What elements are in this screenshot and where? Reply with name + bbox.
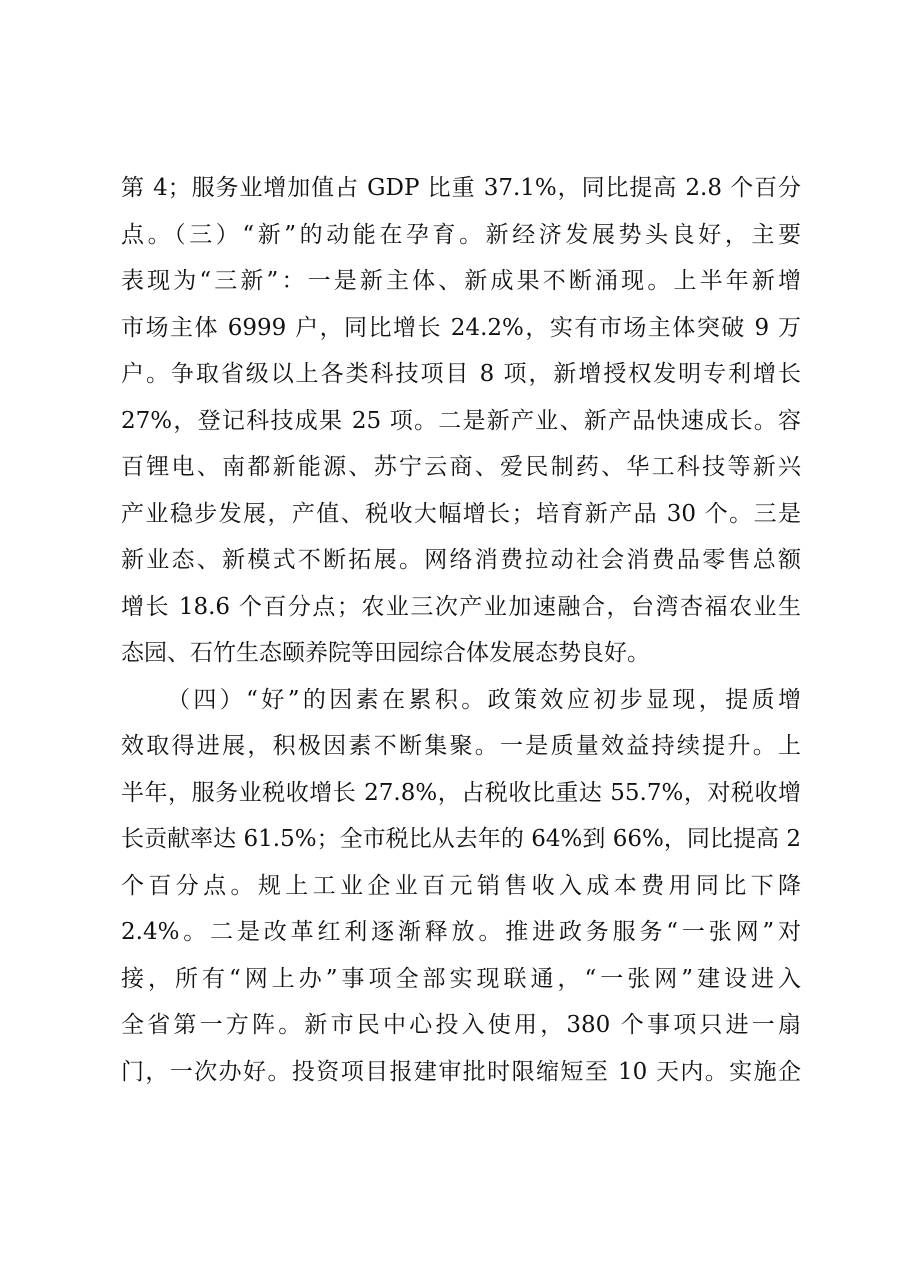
text-line: 点。（三）“新”的动能在孕育。新经济发展势头良好，主要	[121, 221, 801, 248]
paragraph-good-factors	[121, 677, 801, 1096]
text-line: 市场主体 6999 户，同比增长 24.2%，实有市场主体突破 9 万	[121, 314, 801, 341]
text-line: 全省第一方阵。新市民中心投入使用，380 个事项只进一扇	[121, 1012, 801, 1038]
document-body	[121, 165, 801, 1095]
text-line: 效取得进展，积极因素不断集聚。一是质量效益持续提升。上	[121, 733, 801, 759]
text-line: 2.4%。二是改革红利逐渐释放。推进政务服务“一张网”对	[121, 919, 801, 945]
text-line: 新业态、新模式不断拓展。网络消费拉动社会消费品零售总额	[121, 547, 801, 573]
text-line: 接，所有“网上办”事项全部实现联通，“一张网”建设进入	[121, 965, 801, 992]
text-line: 增长 18.6 个百分点；农业三次产业加速融合，台湾杏福农业生	[121, 593, 801, 620]
text-line: （四）“好”的因素在累积。政策效应初步显现，提质增	[167, 686, 801, 713]
text-line: 表现为“三新”：一是新主体、新成果不断涌现。上半年新增	[121, 268, 801, 294]
text-line: 27%，登记科技成果 25 项。二是新产业、新产品快速成长。容	[121, 407, 801, 434]
text-line: 长贡献率达 61.5%；全市税比从去年的 64%到 66%，同比提高 2	[121, 826, 801, 852]
text-line: 户。争取省级以上各类科技项目 8 项，新增授权发明专利增长	[121, 361, 801, 387]
text-line: 门，一次办好。投资项目报建审批时限缩短至 10 天内。实施企	[121, 1058, 801, 1085]
paragraph-new-momentum	[121, 165, 801, 677]
text-line: 态园、石竹生态颐养院等田园综合体发展态势良好。	[121, 640, 650, 666]
text-line: 第 4；服务业增加值占 GDP 比重 37.1%，同比提高 2.8 个百分	[121, 175, 801, 201]
text-line: 个百分点。规上工业企业百元销售收入成本费用同比下降	[121, 872, 801, 899]
text-line: 百锂电、南都新能源、苏宁云商、爱民制药、华工科技等新兴	[121, 454, 801, 480]
text-line: 产业稳步发展，产值、税收大幅增长；培育新产品 30 个。三是	[121, 500, 801, 527]
text-line: 半年，服务业税收增长 27.8%，占税收比重达 55.7%，对税收增	[121, 779, 801, 806]
